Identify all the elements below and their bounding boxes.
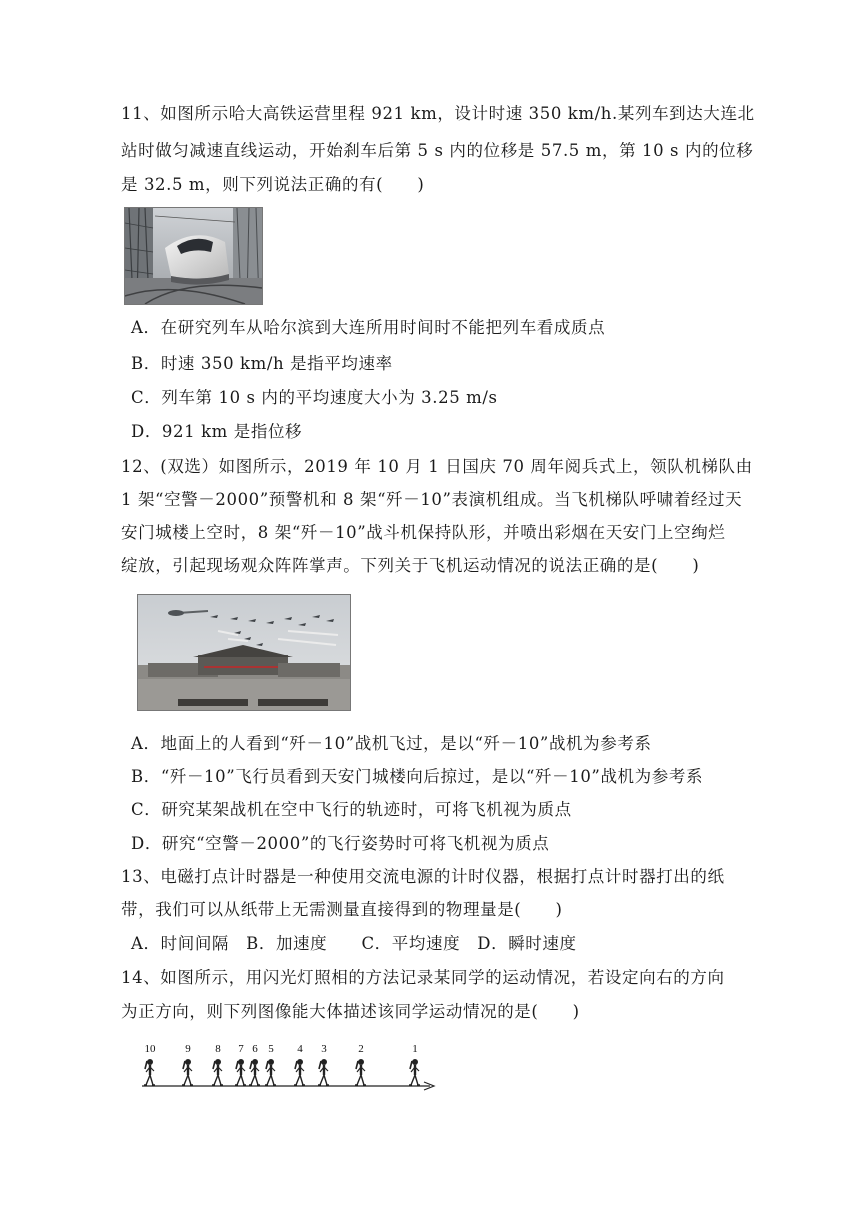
question-11-line-3: 是 32.5 m，则下列说法正确的有( ) [121, 175, 425, 194]
question-12-line-3: 安门城楼上空时，8 架“歼－10”战斗机保持队形，并喷出彩烟在天安门上空绚烂 [121, 523, 726, 542]
question-13-line-1: 13、电磁打点计时器是一种使用交流电源的计时仪器，根据打点计时器打出的纸 [121, 867, 725, 886]
strobe-label-2: 2 [358, 1043, 364, 1055]
question-11-line-2: 站时做匀减速直线运动，开始刹车后第 5 s 内的位移是 57.5 m，第 10 s 内的位移 [121, 141, 754, 160]
question-11-line-1: 11、如图所示哈大高铁运营里程 921 km，设计时速 350 km/h.某列车到达大连北 [121, 104, 755, 123]
flyover-tiananmen-photo [137, 594, 351, 711]
high-speed-train-photo [124, 207, 263, 305]
strobe-label-5: 5 [268, 1043, 274, 1055]
question-11-option-c: C．列车第 10 s 内的平均速度大小为 3.25 m/s [131, 388, 498, 407]
question-12-line-4: 绽放，引起现场观众阵阵掌声。下列关于飞机运动情况的说法正确的是( ) [121, 556, 700, 575]
strobe-label-3: 3 [321, 1043, 327, 1055]
strobe-photo-figure [140, 1040, 440, 1092]
strobe-label-10: 10 [144, 1043, 156, 1055]
walking-person-icon [265, 1059, 276, 1085]
walking-person-icon [249, 1059, 260, 1085]
strobe-label-8: 8 [215, 1043, 221, 1055]
question-12-option-b: B．“歼－10”飞行员看到天安门城楼向后掠过，是以“歼－10”战机为参考系 [131, 767, 704, 786]
question-14-line-2: 为正方向，则下列图像能大体描述该同学运动情况的是( ) [121, 1002, 580, 1021]
walking-person-icon [318, 1059, 329, 1085]
walking-person-icon [144, 1059, 155, 1085]
question-14-line-1: 14、如图所示，用闪光灯照相的方法记录某同学的运动情况，若设定向右的方向 [121, 968, 725, 987]
strobe-label-4: 4 [297, 1043, 303, 1055]
strobe-label-7: 7 [238, 1043, 244, 1055]
question-12-option-c: C．研究某架战机在空中飞行的轨迹时，可将飞机视为质点 [131, 800, 572, 819]
question-13-line-2: 带，我们可以从纸带上无需测量直接得到的物理量是( ) [121, 900, 563, 919]
strobe-label-9: 9 [185, 1043, 191, 1055]
walking-person-icon [235, 1059, 246, 1085]
question-12-option-a: A．地面上的人看到“歼－10”战机飞过，是以“歼－10”战机为参考系 [131, 734, 652, 753]
walking-person-icon [409, 1059, 420, 1085]
question-12-line-2: 1 架“空警－2000”预警机和 8 架“歼－10”表演机组成。当飞机梯队呼啸着经过天 [121, 490, 743, 509]
question-13-options: A．时间间隔 B．加速度 C．平均速度 D．瞬时速度 [131, 934, 577, 953]
question-12-option-d: D．研究“空警－2000”的飞行姿势时可将飞机视为质点 [131, 834, 550, 853]
question-11-option-b: B．时速 350 km/h 是指平均速率 [131, 354, 393, 373]
walking-person-icon [182, 1059, 193, 1085]
question-11-option-d: D．921 km 是指位移 [131, 422, 303, 441]
walking-person-icon [212, 1059, 223, 1085]
walking-person-icon [355, 1059, 366, 1085]
strobe-label-1: 1 [412, 1043, 418, 1055]
question-12-line-1: 12、(双选）如图所示，2019 年 10 月 1 日国庆 70 周年阅兵式上，领队机梯队由 [121, 457, 753, 476]
walking-person-icon [294, 1059, 305, 1085]
question-11-option-a: A．在研究列车从哈尔滨到大连所用时间时不能把列车看成质点 [131, 318, 606, 337]
strobe-label-6: 6 [252, 1043, 258, 1055]
